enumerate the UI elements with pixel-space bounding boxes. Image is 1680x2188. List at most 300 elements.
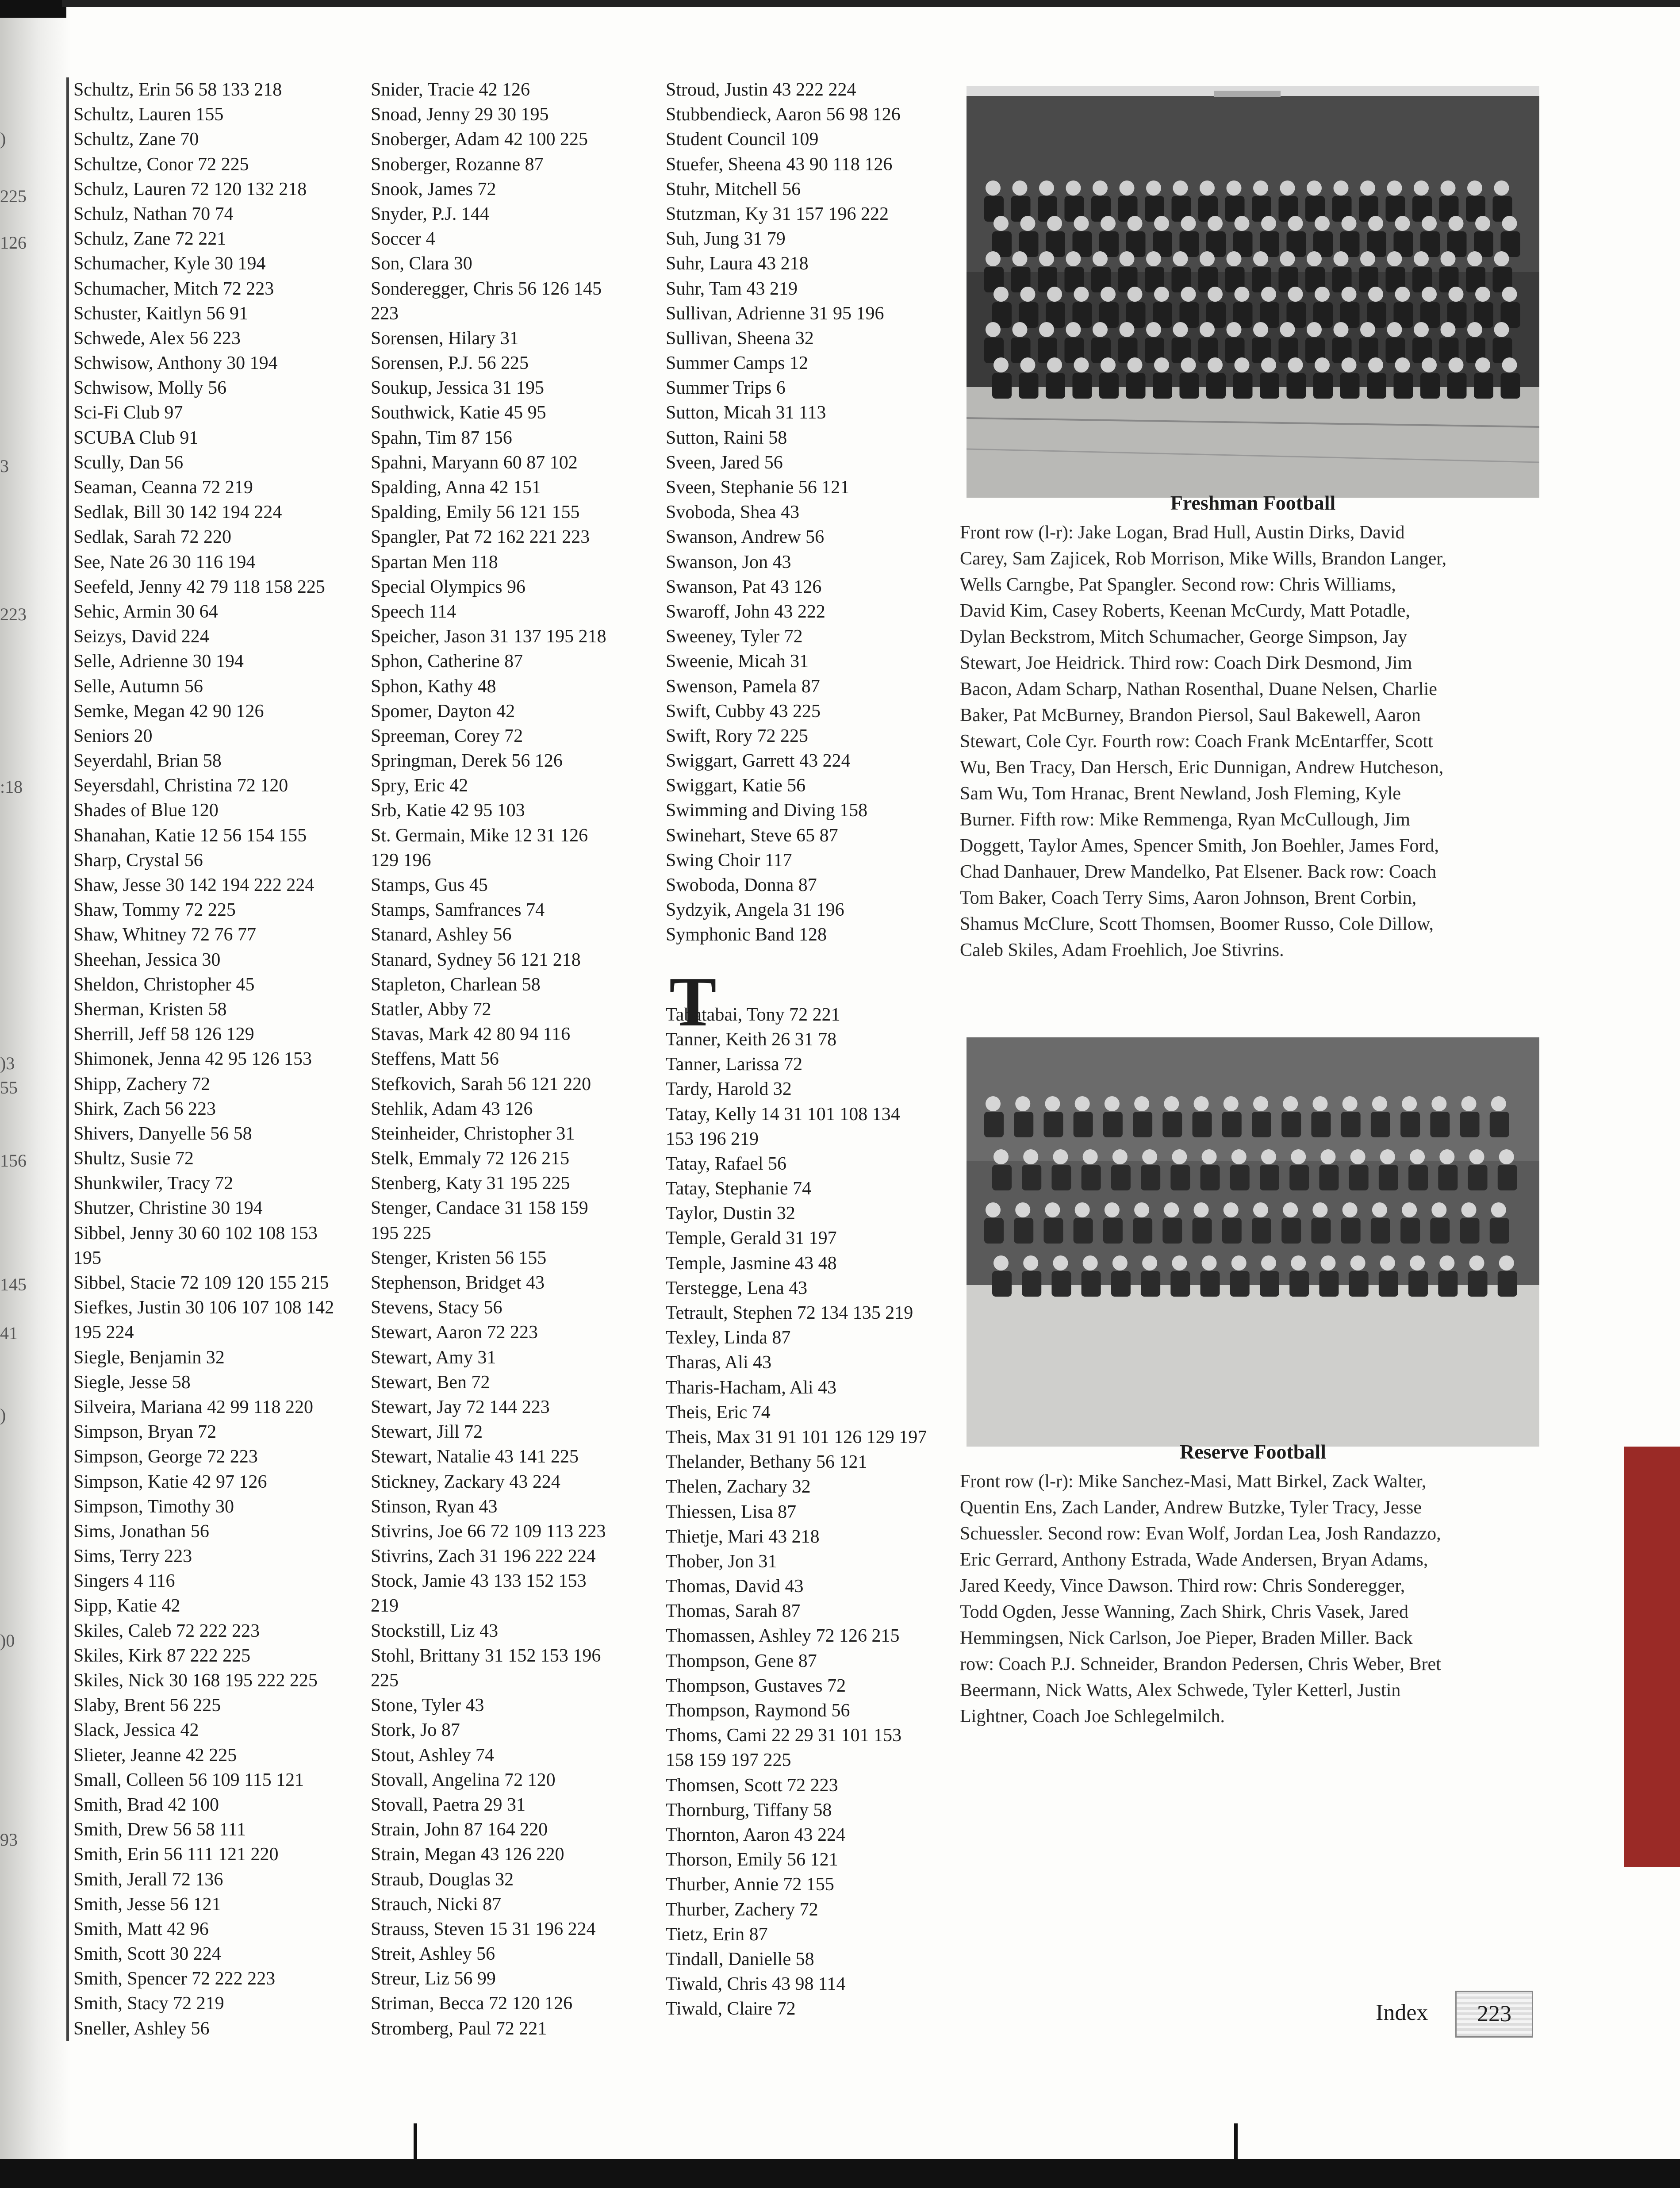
index-entry: Stenberg, Katy 31 195 225 xyxy=(371,1173,570,1194)
player-jersey xyxy=(1141,1165,1160,1190)
player-head xyxy=(1194,1096,1209,1111)
player-head xyxy=(1172,1255,1187,1271)
index-entry: Swanson, Andrew 56 xyxy=(666,527,825,548)
player-head xyxy=(1074,357,1089,372)
player-head xyxy=(1154,287,1169,302)
player-head xyxy=(1414,180,1429,196)
player-jersey xyxy=(1193,1218,1212,1244)
index-entry: Sheldon, Christopher 45 xyxy=(73,974,255,995)
player-head xyxy=(986,322,1001,337)
reserve-football-photo xyxy=(967,1037,1539,1447)
index-entry: Simpson, Timothy 30 xyxy=(73,1496,234,1517)
player-jersey xyxy=(1141,1271,1160,1297)
index-entry: Stivrins, Joe 66 72 109 113 223 xyxy=(371,1521,606,1542)
player-jersey xyxy=(1074,1218,1093,1244)
index-entry: Stovall, Paetra 29 31 xyxy=(371,1794,525,1815)
player-head xyxy=(1291,1255,1306,1271)
player-head xyxy=(1502,216,1517,231)
player-head xyxy=(1469,1255,1484,1271)
player-head xyxy=(1013,180,1028,196)
player-head xyxy=(1307,180,1322,196)
index-entry: Symphonic Band 128 xyxy=(666,925,827,945)
index-entry: Temple, Jasmine 43 48 xyxy=(666,1253,837,1274)
player-head xyxy=(1312,1202,1327,1217)
index-entry: Soccer 4 xyxy=(371,229,435,250)
player-jersey xyxy=(1022,1165,1041,1190)
index-entry: Sphon, Catherine 87 xyxy=(371,651,523,672)
player-head xyxy=(1202,1149,1217,1164)
index-entry: Stevens, Stacy 56 xyxy=(371,1297,502,1318)
caption-line: Bacon, Adam Scharp, Nathan Rosenthal, Duane Nelsen, Charlie xyxy=(960,679,1437,699)
player-jersey xyxy=(1103,1112,1123,1137)
player-head xyxy=(1280,180,1295,196)
player-head xyxy=(1227,180,1242,196)
index-entry: Sipp, Katie 42 xyxy=(73,1596,180,1616)
player-head xyxy=(1283,1096,1298,1111)
gutter-number: 156 xyxy=(0,1151,27,1171)
index-entry: Svoboda, Shea 43 xyxy=(666,502,800,523)
index-entry: Sims, Jonathan 56 xyxy=(73,1521,209,1542)
player-head xyxy=(1288,216,1303,231)
player-head xyxy=(1142,1149,1157,1164)
player-head xyxy=(1146,180,1161,196)
player-head xyxy=(1208,287,1223,302)
index-entry: Stork, Jo 87 xyxy=(371,1720,460,1741)
index-entry: Siegle, Jesse 58 xyxy=(73,1372,191,1393)
player-head xyxy=(1360,251,1375,266)
index-entry: Singers 4 116 xyxy=(73,1571,175,1592)
index-entry: Shanahan, Katie 12 56 154 155 xyxy=(73,825,307,846)
player-head xyxy=(1502,357,1517,372)
caption-line: Lightner, Coach Joe Schlegelmilch. xyxy=(960,1706,1225,1727)
index-entry: Siegle, Benjamin 32 xyxy=(73,1347,225,1368)
player-head xyxy=(1431,1096,1446,1111)
caption-line: Eric Gerrard, Anthony Estrada, Wade Andersen, Bryan Adams, xyxy=(960,1550,1428,1570)
player-jersey xyxy=(1014,1218,1033,1244)
index-entry: Shunkwiler, Tracy 72 xyxy=(73,1173,234,1194)
index-entry: Shaw, Tommy 72 225 xyxy=(73,900,236,921)
player-jersey xyxy=(1043,1218,1063,1244)
index-entry: Sherrill, Jeff 58 126 129 xyxy=(73,1024,254,1045)
player-jersey xyxy=(992,1165,1012,1190)
player-jersey xyxy=(1341,1218,1361,1244)
index-entry: Schumacher, Mitch 72 223 xyxy=(73,278,274,299)
player-head xyxy=(1291,1149,1306,1164)
index-entry: Son, Clara 30 xyxy=(371,253,472,274)
index-entry: Schulz, Zane 72 221 xyxy=(73,229,226,250)
index-entry: Tanner, Keith 26 31 78 xyxy=(666,1029,837,1050)
player-jersey xyxy=(1281,1112,1301,1137)
page-number: 223 xyxy=(1455,1991,1533,2038)
player-jersey xyxy=(1230,1165,1250,1190)
index-entry: Shades of Blue 120 xyxy=(73,800,219,821)
gutter-number: 3 xyxy=(0,456,9,476)
player-jersey xyxy=(992,1271,1012,1297)
player-jersey xyxy=(1170,1165,1190,1190)
index-entry: Stock, Jamie 43 133 152 153 xyxy=(371,1571,587,1592)
gutter-number: 41 xyxy=(0,1323,18,1343)
index-entry: Sharp, Crystal 56 xyxy=(73,850,203,871)
player-jersey xyxy=(1126,373,1146,399)
player-jersey xyxy=(992,373,1012,399)
caption-line: Front row (l-r): Mike Sanchez-Masi, Matt Birkel, Zack Walter, xyxy=(960,1471,1427,1492)
index-entry: Sveen, Stephanie 56 121 xyxy=(666,477,850,498)
index-entry: Schultz, Lauren 155 xyxy=(73,104,224,125)
player-head xyxy=(1120,251,1135,266)
player-jersey xyxy=(1408,1271,1428,1297)
player-head xyxy=(1112,1149,1128,1164)
index-entry: Swift, Cubby 43 225 xyxy=(666,701,821,722)
player-jersey xyxy=(1230,1271,1250,1297)
index-entry: Seizys, David 224 xyxy=(73,626,209,647)
player-head xyxy=(1449,287,1464,302)
player-head xyxy=(1475,216,1490,231)
gutter-number: 126 xyxy=(0,233,27,253)
player-jersey xyxy=(1162,1218,1182,1244)
player-jersey xyxy=(1313,373,1333,399)
index-entry: Stutzman, Ky 31 157 196 222 xyxy=(666,203,889,224)
index-entry: Spreeman, Corey 72 xyxy=(371,725,523,746)
index-entry: Stovall, Angelina 72 120 xyxy=(371,1770,556,1790)
player-head xyxy=(1075,1202,1090,1217)
player-head xyxy=(1253,322,1268,337)
player-head xyxy=(1342,287,1357,302)
index-entry: Schulz, Lauren 72 120 132 218 xyxy=(73,179,307,200)
index-entry: Skiles, Caleb 72 222 223 xyxy=(73,1620,260,1641)
player-head xyxy=(1402,1096,1417,1111)
index-entry: Semke, Megan 42 90 126 xyxy=(73,701,264,722)
player-jersey xyxy=(1474,373,1493,399)
player-head xyxy=(1288,287,1303,302)
index-entry: Tietz, Erin 87 xyxy=(666,1924,768,1945)
index-entry: Stickney, Zackary 43 224 xyxy=(371,1471,560,1492)
player-jersey xyxy=(1468,1271,1488,1297)
player-head xyxy=(1146,322,1161,337)
player-head xyxy=(1461,1202,1477,1217)
index-entry: Sutton, Micah 31 113 xyxy=(666,403,826,423)
player-jersey xyxy=(1349,1271,1369,1297)
player-head xyxy=(993,216,1009,231)
index-column-3-t-entries xyxy=(666,1002,975,2022)
index-entry: Smith, Erin 56 111 121 220 xyxy=(73,1844,279,1865)
player-head xyxy=(993,1255,1009,1271)
player-head xyxy=(1128,216,1143,231)
index-entry: Steinheider, Christopher 31 xyxy=(371,1123,575,1144)
index-entry: Sweeney, Tyler 72 xyxy=(666,626,803,647)
index-entry: Thomas, Sarah 87 xyxy=(666,1601,801,1622)
index-entry: Sehic, Armin 30 64 xyxy=(73,601,218,622)
index-entry: Sweenie, Micah 31 xyxy=(666,651,809,672)
player-head xyxy=(1491,1202,1506,1217)
index-entry: Spangler, Pat 72 162 221 223 xyxy=(371,527,590,548)
index-entry: Skiles, Kirk 87 222 225 xyxy=(73,1645,251,1666)
player-head xyxy=(1342,357,1357,372)
player-jersey xyxy=(1046,373,1065,399)
index-entry: Thornton, Aaron 43 224 xyxy=(666,1824,845,1845)
index-entry: Thorson, Emily 56 121 xyxy=(666,1850,838,1870)
player-head xyxy=(1387,251,1402,266)
caption-line: Sam Wu, Tom Hranac, Brent Newland, Josh Fleming, Kyle xyxy=(960,783,1401,804)
index-entry: Slaby, Brent 56 225 xyxy=(73,1695,221,1716)
player-jersey xyxy=(1099,373,1119,399)
index-entry: Small, Colleen 56 109 115 121 xyxy=(73,1770,304,1790)
player-head xyxy=(1372,1096,1387,1111)
index-entry: Thompson, Raymond 56 xyxy=(666,1700,850,1721)
gutter-number: )3 xyxy=(0,1053,15,1073)
player-head xyxy=(993,287,1009,302)
index-entry: Thomassen, Ashley 72 126 215 xyxy=(666,1626,900,1647)
player-jersey xyxy=(1349,1165,1369,1190)
player-head xyxy=(1047,357,1062,372)
index-entry: Seniors 20 xyxy=(73,725,153,746)
index-entry: Swaroff, John 43 222 xyxy=(666,601,825,622)
caption-line: Todd Ogden, Jesse Wanning, Zach Shirk, Chris Vasek, Jared xyxy=(960,1602,1408,1622)
index-entry: Swanson, Jon 43 xyxy=(666,552,791,572)
index-entry: Thietje, Mari 43 218 xyxy=(666,1526,820,1547)
player-head xyxy=(1499,1255,1514,1271)
index-entry: Seyerdahl, Brian 58 xyxy=(73,751,222,772)
player-jersey xyxy=(1281,1218,1301,1244)
index-entry: Sibbel, Jenny 30 60 102 108 153 xyxy=(73,1223,318,1244)
player-jersey xyxy=(1501,373,1520,399)
player-head xyxy=(1224,1096,1239,1111)
index-entry: Strauss, Steven 15 31 196 224 xyxy=(371,1919,596,1939)
player-jersey xyxy=(1289,1271,1309,1297)
index-entry: Summer Trips 6 xyxy=(666,378,786,399)
caption-line: Wells Carngbe, Pat Spangler. Second row: Chris Williams, xyxy=(960,575,1396,595)
player-head xyxy=(1181,357,1196,372)
index-entry: Strain, Megan 43 126 220 xyxy=(371,1844,564,1865)
freshman-football-photo xyxy=(967,86,1539,498)
player-head xyxy=(1439,1149,1454,1164)
player-head xyxy=(1449,357,1464,372)
player-head xyxy=(1315,357,1330,372)
index-entry: Sullivan, Adrienne 31 95 196 xyxy=(666,303,884,324)
index-entry: Smith, Jesse 56 121 xyxy=(73,1894,221,1915)
player-jersey xyxy=(1051,1271,1071,1297)
gutter-number: 225 xyxy=(0,186,27,206)
index-entry: Stenger, Kristen 56 155 xyxy=(371,1248,547,1268)
player-jersey xyxy=(1193,1112,1212,1137)
player-head xyxy=(1194,1202,1209,1217)
index-entry: Snoad, Jenny 29 30 195 xyxy=(371,104,549,125)
index-column-2 xyxy=(371,77,663,2041)
index-entry: Schwede, Alex 56 223 xyxy=(73,328,241,349)
player-jersey xyxy=(1206,373,1226,399)
index-entry: Swift, Rory 72 225 xyxy=(666,725,809,746)
player-jersey xyxy=(1111,1271,1131,1297)
caption-line: David Kim, Casey Roberts, Keenan McCurdy, Matt Potadle, xyxy=(960,601,1410,621)
index-entry: Sonderegger, Chris 56 126 145 xyxy=(371,278,602,299)
index-entry: Tiwald, Claire 72 xyxy=(666,1999,796,2019)
index-entry: Swiggart, Katie 56 xyxy=(666,775,806,796)
index-entry: Scully, Dan 56 xyxy=(73,452,184,473)
player-head xyxy=(1093,322,1108,337)
player-head xyxy=(1491,1096,1506,1111)
player-head xyxy=(1350,1255,1365,1271)
player-head xyxy=(1039,180,1054,196)
player-head xyxy=(1164,1202,1179,1217)
index-entry: 129 196 xyxy=(371,850,431,871)
player-head xyxy=(1261,287,1276,302)
player-jersey xyxy=(1371,1218,1390,1244)
index-entry: Swiggart, Garrett 43 224 xyxy=(666,751,851,772)
player-jersey xyxy=(1051,1165,1071,1190)
index-entry: Swinehart, Steve 65 87 xyxy=(666,825,838,846)
player-jersey xyxy=(1430,1112,1450,1137)
index-entry: Simpson, George 72 223 xyxy=(73,1447,258,1467)
player-jersey xyxy=(1103,1218,1123,1244)
index-entry: Temple, Gerald 31 197 xyxy=(666,1228,837,1249)
index-entry: Tetrault, Stephen 72 134 135 219 xyxy=(666,1303,913,1323)
index-entry: Schuster, Kaitlyn 56 91 xyxy=(73,303,248,324)
index-entry: Thomas, David 43 xyxy=(666,1576,804,1597)
index-entry: Spalding, Anna 42 151 xyxy=(371,477,541,498)
index-entry: Sphon, Kathy 48 xyxy=(371,676,496,697)
gutter-number: ) xyxy=(0,1405,6,1425)
player-head xyxy=(1342,1096,1358,1111)
index-entry: Stanard, Sydney 56 121 218 xyxy=(371,949,581,970)
player-head xyxy=(1360,180,1375,196)
player-head xyxy=(1172,1149,1187,1164)
index-entry: Stinson, Ryan 43 xyxy=(371,1496,498,1517)
index-entry: Sherman, Kristen 58 xyxy=(73,999,227,1020)
index-entry: Stewart, Ben 72 xyxy=(371,1372,490,1393)
index-entry: Skiles, Nick 30 168 195 222 225 xyxy=(73,1670,318,1691)
corner-dark-edge xyxy=(0,0,66,18)
player-head xyxy=(1023,1149,1038,1164)
top-border xyxy=(62,0,1680,7)
index-entry: Sorensen, Hilary 31 xyxy=(371,328,519,349)
index-entry: Swing Choir 117 xyxy=(666,850,792,871)
index-entry: Stamps, Samfrances 74 xyxy=(371,900,545,921)
index-entry: Tanner, Larissa 72 xyxy=(666,1054,803,1075)
player-jersey xyxy=(1201,1271,1220,1297)
player-head xyxy=(1231,1149,1247,1164)
player-head xyxy=(1023,1255,1038,1271)
caption-line: Wu, Ben Tracy, Dan Hersch, Eric Dunnigan, Andrew Hutcheson, xyxy=(960,757,1444,778)
index-entry: Springman, Derek 56 126 xyxy=(371,751,563,772)
index-entry: Stenger, Candace 31 158 159 xyxy=(371,1198,588,1219)
player-head xyxy=(1253,1202,1268,1217)
player-head xyxy=(1020,287,1036,302)
index-entry: Swimming and Diving 158 xyxy=(666,800,868,821)
index-entry: Snyder, P.J. 144 xyxy=(371,203,489,224)
index-entry: Thornburg, Tiffany 58 xyxy=(666,1800,832,1820)
player-head xyxy=(1475,357,1490,372)
player-jersey xyxy=(1133,1112,1152,1137)
index-entry: Smith, Spencer 72 222 223 xyxy=(73,1969,276,1989)
player-jersey xyxy=(1371,1112,1390,1137)
index-entry: Smith, Brad 42 100 xyxy=(73,1794,219,1815)
index-entry: Stamps, Gus 45 xyxy=(371,875,488,895)
index-entry: Siefkes, Justin 30 106 107 108 142 xyxy=(73,1297,334,1318)
reserve-football-title: Reserve Football xyxy=(1180,1440,1326,1463)
player-head xyxy=(1066,322,1081,337)
player-head xyxy=(1066,180,1081,196)
index-entry: 225 xyxy=(371,1670,399,1691)
player-jersey xyxy=(1289,1165,1309,1190)
player-head xyxy=(986,1202,1001,1217)
index-entry: Snider, Tracie 42 126 xyxy=(371,80,530,100)
index-entry: Tatay, Kelly 14 31 101 108 134 xyxy=(666,1104,900,1125)
player-head xyxy=(1253,251,1268,266)
player-head xyxy=(1083,1255,1098,1271)
index-entry: Terstegge, Lena 43 xyxy=(666,1278,808,1298)
player-jersey xyxy=(1222,1218,1242,1244)
index-entry: Snoberger, Rozanne 87 xyxy=(371,154,544,175)
index-entry: Sci-Fi Club 97 xyxy=(73,403,183,423)
player-head xyxy=(1013,251,1028,266)
index-entry: Tardy, Harold 32 xyxy=(666,1079,792,1100)
player-jersey xyxy=(1400,1112,1420,1137)
player-head xyxy=(1227,251,1242,266)
index-entry: Thomsen, Scott 72 223 xyxy=(666,1775,838,1796)
player-head xyxy=(1093,251,1108,266)
index-entry: Sedlak, Bill 30 142 194 224 xyxy=(73,502,282,523)
index-entry: Sneller, Ashley 56 xyxy=(73,2018,210,2039)
caption-line: Stewart, Cole Cyr. Fourth row: Coach Frank McEntarffer, Scott xyxy=(960,731,1433,752)
player-jersey xyxy=(1498,1165,1517,1190)
player-head xyxy=(1101,216,1116,231)
index-entry: Stockstill, Liz 43 xyxy=(371,1620,499,1641)
player-head xyxy=(1431,1202,1446,1217)
index-entry: Snoberger, Adam 42 100 225 xyxy=(371,129,588,150)
index-entry: Thelander, Bethany 56 121 xyxy=(666,1452,867,1473)
player-head xyxy=(1467,251,1482,266)
index-entry: Tiwald, Chris 43 98 114 xyxy=(666,1974,846,1995)
index-entry: Student Council 109 xyxy=(666,129,819,150)
index-entry: Shipp, Zachery 72 xyxy=(73,1074,211,1094)
player-head xyxy=(1020,357,1036,372)
index-entry: Tatay, Stephanie 74 xyxy=(666,1178,812,1199)
bottom-dark-edge xyxy=(0,2159,1680,2188)
player-head xyxy=(1395,216,1410,231)
player-head xyxy=(1075,1096,1090,1111)
player-head xyxy=(1494,322,1509,337)
caption-line: Carey, Sam Zajicek, Rob Morrison, Mike Wills, Brandon Langer, xyxy=(960,549,1447,569)
index-entry: Thurber, Zachery 72 xyxy=(666,1899,818,1920)
player-jersey xyxy=(984,1218,1004,1244)
player-jersey xyxy=(1153,373,1172,399)
index-entry: Stubbendieck, Aaron 56 98 126 xyxy=(666,104,901,125)
reserve-football-caption xyxy=(960,1469,1548,1730)
footer-label: Index xyxy=(1376,2000,1428,2025)
player-head xyxy=(1112,1255,1128,1271)
player-head xyxy=(1074,216,1089,231)
player-jersey xyxy=(1073,373,1092,399)
index-column-1 xyxy=(66,77,361,2041)
index-entry: Swoboda, Donna 87 xyxy=(666,875,817,895)
index-entry: Stelk, Emmaly 72 126 215 xyxy=(371,1148,570,1169)
player-head xyxy=(1342,1202,1358,1217)
player-head xyxy=(986,180,1001,196)
index-entry: Spahn, Tim 87 156 xyxy=(371,427,512,448)
player-head xyxy=(1334,322,1349,337)
player-jersey xyxy=(1082,1271,1101,1297)
player-jersey xyxy=(1379,1271,1398,1297)
bottom-tick-mark xyxy=(414,2123,417,2163)
player-jersey xyxy=(1400,1218,1420,1244)
player-jersey xyxy=(1222,1112,1242,1137)
index-entry: Stewart, Jill 72 xyxy=(371,1422,483,1443)
player-head xyxy=(1380,1255,1395,1271)
player-jersey xyxy=(1438,1165,1458,1190)
player-head xyxy=(1467,322,1482,337)
player-head xyxy=(1449,216,1464,231)
player-head xyxy=(1475,287,1490,302)
index-entry: Swanson, Pat 43 126 xyxy=(666,576,822,597)
